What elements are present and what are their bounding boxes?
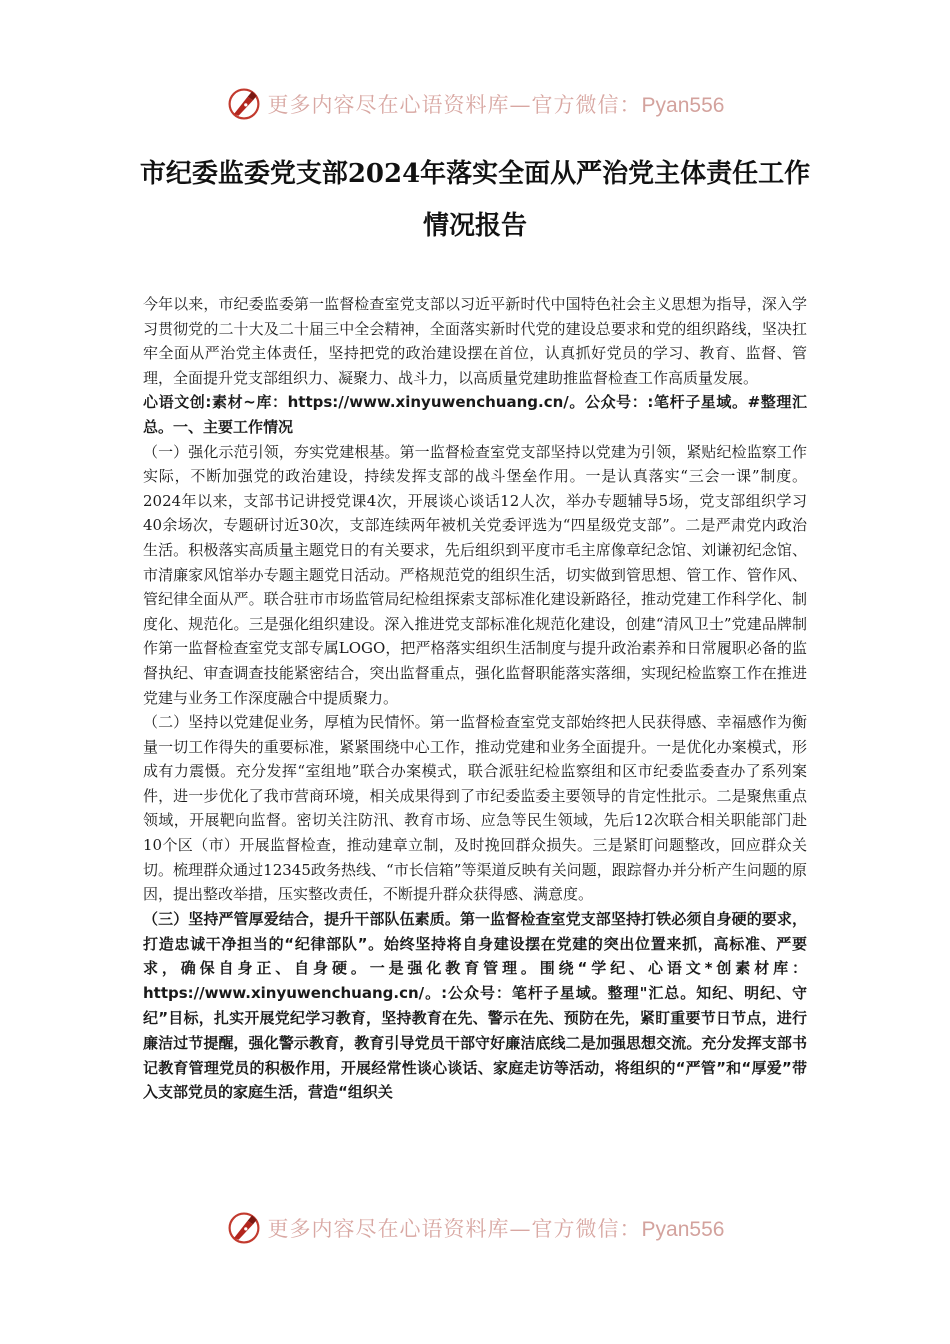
wechat-id: Pyan556 (641, 1218, 725, 1241)
banner-text: 更多内容尽在心语资料库—官方微信：Pyan556 (267, 1217, 725, 1241)
header-banner (0, 84, 950, 124)
paragraph-intro: 今年以来，市纪委监委第一监督检查室党支部以习近平新时代中国特色社会主义思想为指导，深入学习贯彻党的二十大及二十届三中全会精神，全面落实新时代党的建设总要求和党的组织路线，坚决扛牢全面从严治党主体责任，坚持把党的政治建设摆在首位，认真抓好党员的学习、教育、监督、管理，全面提升党支部组织力、凝聚力、战斗力，以高质量党建助推监督检查工作高质量发展。 (143, 295, 807, 387)
paragraph-section-3: （三）坚持严管厚爱结合，提升干部队伍素质。第一监督检查室党支部坚持打铁必须自身硬的要求，打造忠诚干净担当的“纪律部队”。始终坚持将自身建设摆在党建的突出位置来抓，高标准、严要求，确保自身正、自身硬。一是强化教育管理。围绕“学纪、心语文*创素材库：https://www.xinyuwenchuang.cn/。:公众号：笔杆子星域。整理"汇总。知纪、明纪、守纪”目标，扎实开展党纪学习教育，坚持教育在先、警示在先、预防在先，紧盯重要节日节点，进行廉洁过节提醒，强化警示教育，教育引导党员干部守好廉洁底线二是加强思想交流。充分发挥支部书记教育管理党员的积极作用，开展经常性谈心谈话、家庭走访等活动，将组织的“严管”和“厚爱”带入支部党员的家庭生活，营造“组织关 (143, 909, 807, 1102)
pen-nib-logo-icon (226, 86, 262, 122)
paragraph-source-note: 心语文创:素材~库：https://www.xinyuwenchuang.cn/。公众号：:笔杆子星域。#整理汇总。一、主要工作情况 (143, 393, 807, 436)
pen-nib-logo-icon (226, 1210, 262, 1246)
footer-banner (0, 1208, 950, 1248)
document-body (143, 292, 807, 1105)
document-title: 市纪委监委党支部2024年落实全面从严治党主体责任工作情况报告 (139, 159, 811, 241)
banner-text: 更多内容尽在心语资料库—官方微信：Pyan556 (267, 93, 725, 117)
paragraph-section-1: （一）强化示范引领，夯实党建根基。第一监督检查室党支部坚持以党建为引领，紧贴纪检监察工作实际，不断加强党的政治建设，持续发挥支部的战斗堡垒作用。一是认真落实“三会一课”制度。2024年以来，支部书记讲授党课4次，开展谈心谈话12人次，举办专题辅导5场，党支部组织学习40余场次，专题研讨近30次，支部连续两年被机关党委评选为“四星级党支部”。二是严肃党内政治生活。积极落实高质量主题党日的有关要求，先后组织到平度市毛主席像章纪念馆、刘谦初纪念馆、市清廉家风馆举办专题主题党日活动。严格规范党的组织生活，切实做到管思想、管工作、管作风、管纪律全面从严。联合驻市市场监管局纪检组探索支部标准化建设新路径，推动党建工作科学化、制度化、规范化。三是强化组织建设。深入推进党支部标准化规范化建设，创建“清风卫士”党建品牌制作第一监督检查室党支部专属LOGO，把严格落实组织生活制度与提升政治素养和日常履职必备的监督执纪、审查调查技能紧密结合，突出监督重点，强化监督职能落实落细，实现纪检监察工作在推进党建与业务工作深度融合中提质聚力。 (143, 442, 807, 707)
paragraph-section-2: （二）坚持以党建促业务，厚植为民情怀。第一监督检查室党支部始终把人民获得感、幸福感作为衡量一切工作得失的重要标准，紧紧围绕中心工作，推动党建和业务全面提升。一是优化办案模式，形成有力震慑。充分发挥“室组地”联合办案模式，联合派驻纪检监察组和区市纪委监委查办了系列案件，进一步优化了我市营商环境，相关成果得到了市纪委监委主要领导的肯定性批示。二是聚焦重点领域，开展靶向监督。密切关注防汛、教育市场、应急等民生领域，先后12次联合相关职能部门赴10个区（市）开展监督检查，推动建章立制，及时挽回群众损失。三是紧盯问题整改，回应群众关切。梳理群众通过12345政务热线、“市长信箱”等渠道反映有关问题，跟踪督办并分析产生问题的原因，提出整改举措，压实整改责任，不断提升群众获得感、满意度。 (143, 713, 807, 904)
wechat-id: Pyan556 (641, 94, 725, 117)
